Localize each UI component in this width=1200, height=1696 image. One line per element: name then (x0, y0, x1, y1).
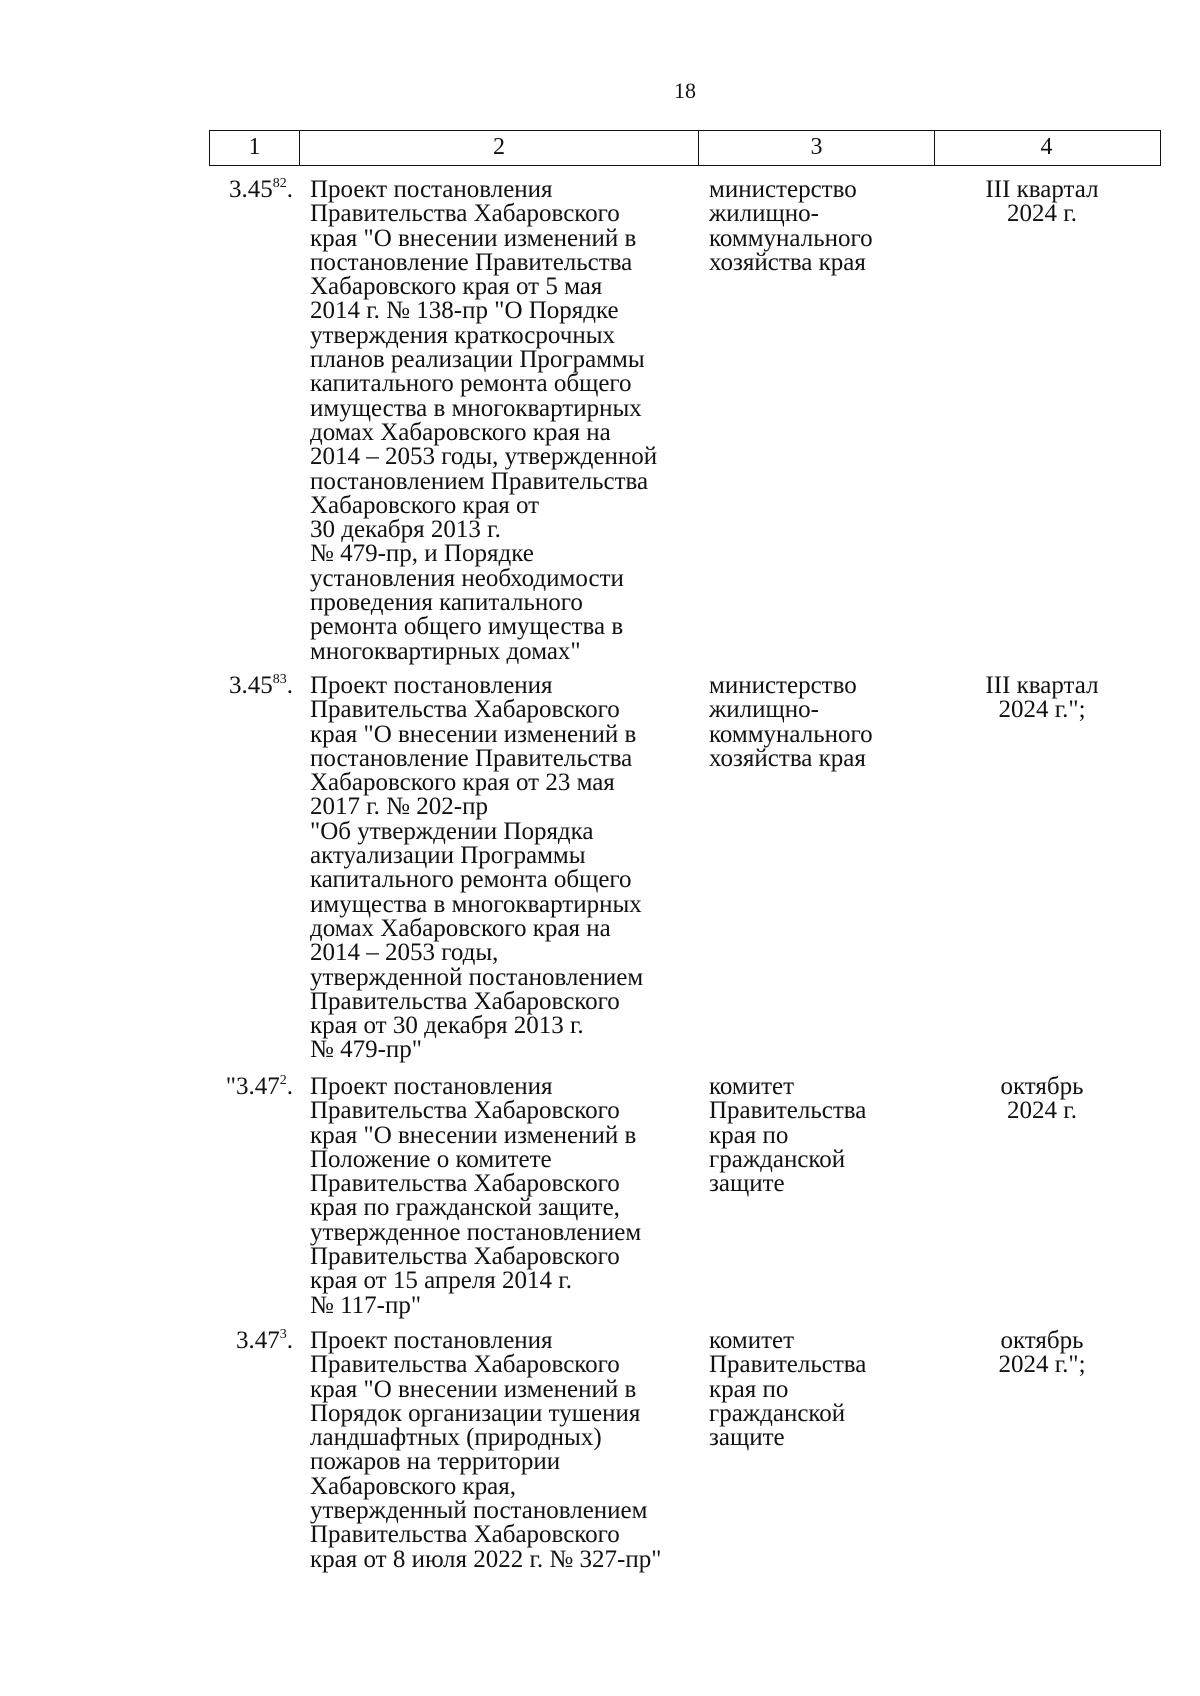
header-col-4: 4 (1040, 134, 1053, 160)
header-col-1: 1 (210, 131, 300, 165)
item-term: III квартал 2024 г."; (985, 672, 1099, 724)
item-responsible: комитет Правительства края по гражданской защите (709, 1327, 867, 1452)
item-term: октябрь 2024 г. (1000, 1073, 1084, 1125)
item-responsible: комитет Правительства края по гражданской защите (709, 1073, 867, 1198)
item-term: III квартал 2024 г. (985, 176, 1099, 228)
table-header (209, 130, 1161, 166)
item-term: октябрь 2024 г."; (998, 1327, 1086, 1379)
item-description: Проект постановления Правительства Хабаровского края "О внесении изменений в постановление Правительства Хабаровского края от 23 мая 2017 г. № 202-пр "Об утверждении Порядка актуализации Программы капитального ремонта общего имущества в многоквартирных домах Хабаровского края на 2014 – 2053 годы, утвержденной постановлением Правительства Хабаровского края от 30 декабря 2013 г. № 479-пр" (310, 672, 644, 1064)
item-description: Проект постановления Правительства Хабаровского края "О внесении изменений в постановление Правительства Хабаровского края от 5 мая 2014 г. № 138-пр "О Порядке утверждения краткосрочных планов реализации Программы капитального ремонта общего имущества в многоквартирных домах Хабаровского края на 2014 – 2053 годы, утвержденной постановлением Правительства Хабаровского края от 30 декабря 2013 г. № 479-пр, и Порядке установления необходимости проведения капитального ремонта общего имущества в многоквартирных домах" (310, 176, 658, 665)
item-number: 3.47$^3$. (236, 1327, 293, 1354)
item-responsible: министерство жилищно- коммунального хозяйства края (709, 176, 873, 276)
item-number: "3.47$^2$. (225, 1073, 293, 1100)
item-description: Проект постановления Правительства Хабаровского края "О внесении изменений в Порядок организации тушения ландшафтных (природных) пожаров на территории Хабаровского края, утвержденный постановлением Правительства Хабаровского края от 8 июля 2022 г. № 327-пр" (310, 1327, 662, 1573)
header-col-2: 2 (300, 131, 699, 165)
item-number: 3.45$^{83}$. (229, 672, 293, 699)
item-responsible: министерство жилищно- коммунального хозяйства края (709, 672, 873, 772)
item-description: Проект постановления Правительства Хабаровского края "О внесении изменений в Положение о комитете Правительства Хабаровского края по гражданской защите, утвержденное постановлением Правительства Хабаровского края от 15 апреля 2014 г. № 117-пр" (310, 1073, 642, 1319)
item-number: 3.45$^{82}$. (229, 176, 293, 203)
page-number: 18 (674, 78, 696, 103)
header-col-3: 3 (699, 131, 935, 165)
